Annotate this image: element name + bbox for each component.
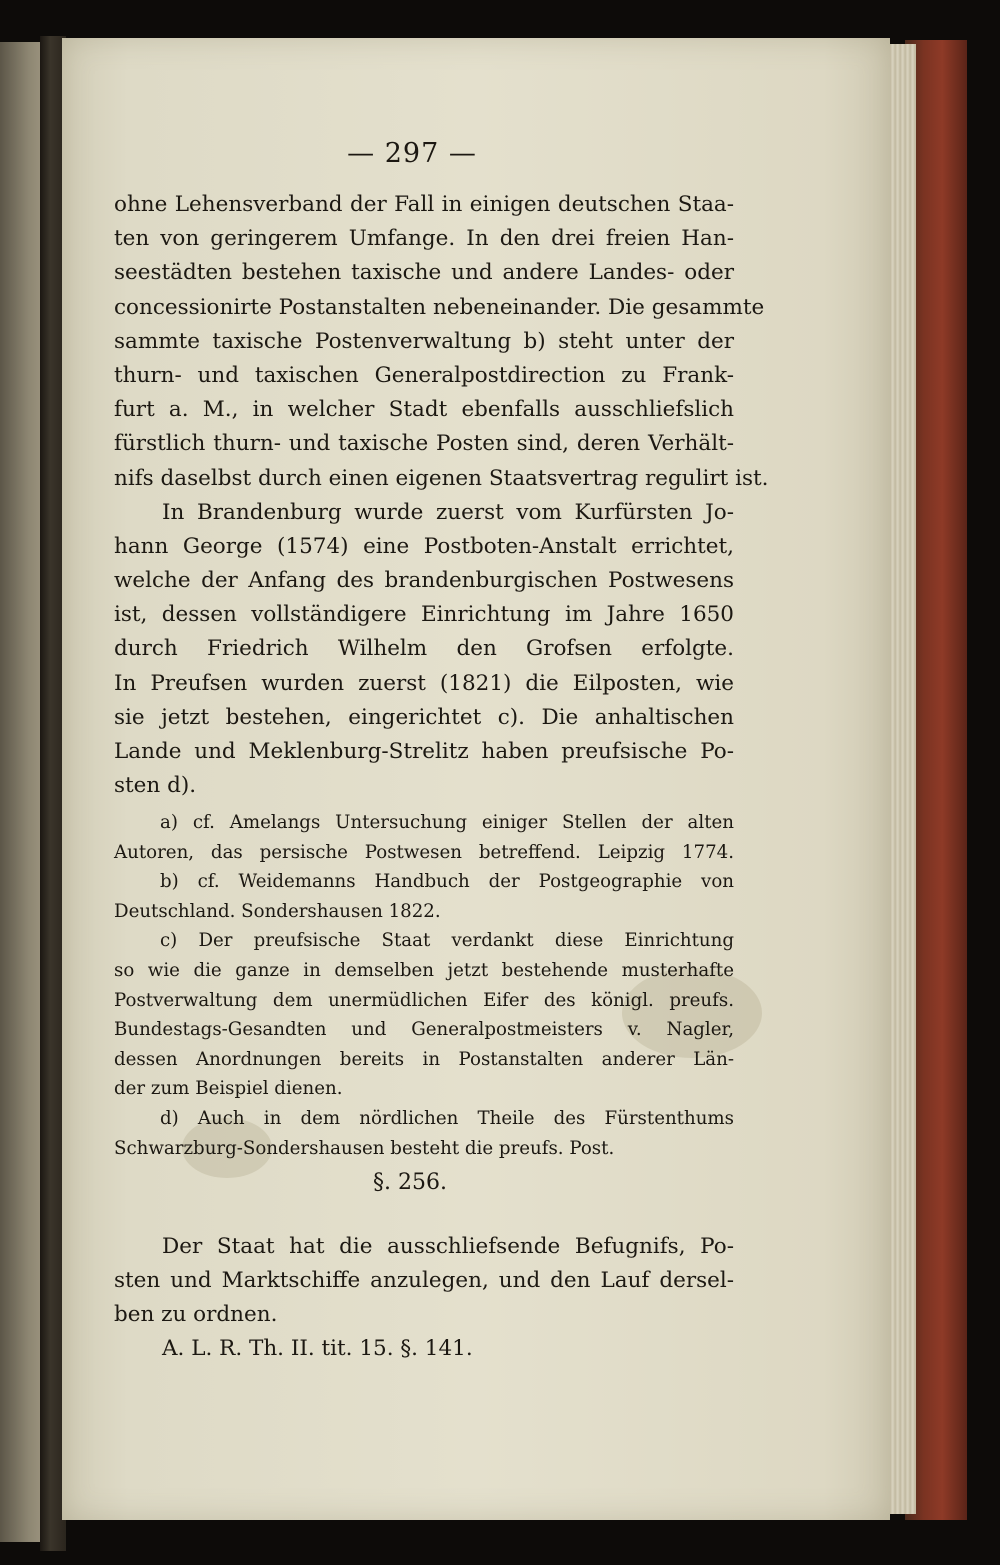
- footnote-line: Deutschland. Sondershausen 1822.: [114, 900, 441, 922]
- footnote-line: Schwarzburg-Sondershausen besteht die preufs. Post.: [114, 1137, 615, 1159]
- text-line: hann George (1574) eine Postboten-Anstalt errichtet,: [114, 533, 734, 559]
- footnote-line: der zum Beispiel dienen.: [114, 1078, 343, 1100]
- text-line: welche der Anfang des brandenburgischen Postwesens: [114, 568, 734, 594]
- text-line: sie jetzt bestehen, eingerichtet c). Die anhaltischen: [114, 704, 734, 730]
- text-line: ten von geringerem Umfange. In den drei freien Han-: [114, 226, 734, 252]
- footnote-line: b) cf. Weidemanns Handbuch der Postgeographie von: [160, 871, 734, 893]
- text-line: concessionirte Postanstalten nebeneinander. Die gesammte: [114, 294, 765, 320]
- text-line: In Brandenburg wurde zuerst vom Kurfürsten Jo-: [162, 499, 734, 525]
- page-number: — 297 —: [347, 138, 477, 169]
- text-line: ohne Lehensverband der Fall in einigen deutschen Staa-: [114, 192, 734, 217]
- text-line: Der Staat hat die ausschliefsende Befugnifs, Po-: [162, 1234, 734, 1259]
- footnote-line: Postverwaltung dem unermüdlichen Eifer des königl. preufs.: [114, 989, 734, 1011]
- text-line: thurn- und taxischen Generalpostdirection zu Frank-: [114, 362, 734, 388]
- text-line: Lande und Meklenburg-Strelitz haben preufsische Po-: [114, 739, 734, 764]
- text-line: sten d).: [114, 773, 197, 799]
- footnote-line: so wie die ganze in demselben jetzt bestehende musterhafte: [114, 959, 734, 981]
- text-line: fürstlich thurn- und taxische Posten sind, deren Verhält-: [114, 431, 734, 457]
- book-page: [62, 38, 890, 1520]
- text-line: durch Friedrich Wilhelm den Grofsen erfolgte.: [114, 636, 734, 662]
- text-line: In Preufsen wurden zuerst (1821) die Eilposten, wie: [114, 670, 734, 696]
- footnote-line: Autoren, das persische Postwesen betreffend. Leipzig 1774.: [114, 841, 734, 863]
- footnote-line: dessen Anordnungen bereits in Postanstalten anderer Län-: [114, 1048, 734, 1070]
- section-heading: §. 256.: [373, 1170, 447, 1195]
- footnote-line: d) Auch in dem nördlichen Theile des Fürstenthums: [160, 1107, 734, 1129]
- text-line: seestädten bestehen taxische und andere Landes- oder: [114, 260, 734, 286]
- text-line: ben zu ordnen.: [114, 1302, 278, 1328]
- text-line: sten und Marktschiffe anzulegen, und den Lauf dersel-: [114, 1268, 734, 1294]
- text-line: nifs daselbst durch einen eigenen Staatsvertrag regulirt ist.: [114, 465, 769, 491]
- legal-citation: A. L. R. Th. II. tit. 15. §. 141.: [162, 1336, 473, 1361]
- footnote-line: c) Der preufsische Staat verdankt diese Einrichtung: [160, 930, 734, 952]
- text-line: ist, dessen vollständigere Einrichtung im Jahre 1650: [114, 602, 734, 628]
- footnote-line: a) cf. Amelangs Untersuchung einiger Stellen der alten: [160, 812, 734, 833]
- section-paragraph: [114, 1230, 734, 1333]
- main-paragraphs: [114, 188, 769, 803]
- text-line: sammte taxische Postenverwaltung b) steht unter der: [114, 328, 734, 354]
- footnote-line: Bundestags-Gesandten und Generalpostmeisters v. Nagler,: [114, 1019, 734, 1041]
- footnotes: [114, 808, 734, 1163]
- text-line: furt a. M., in welcher Stadt ebenfalls ausschliefslich: [114, 397, 734, 423]
